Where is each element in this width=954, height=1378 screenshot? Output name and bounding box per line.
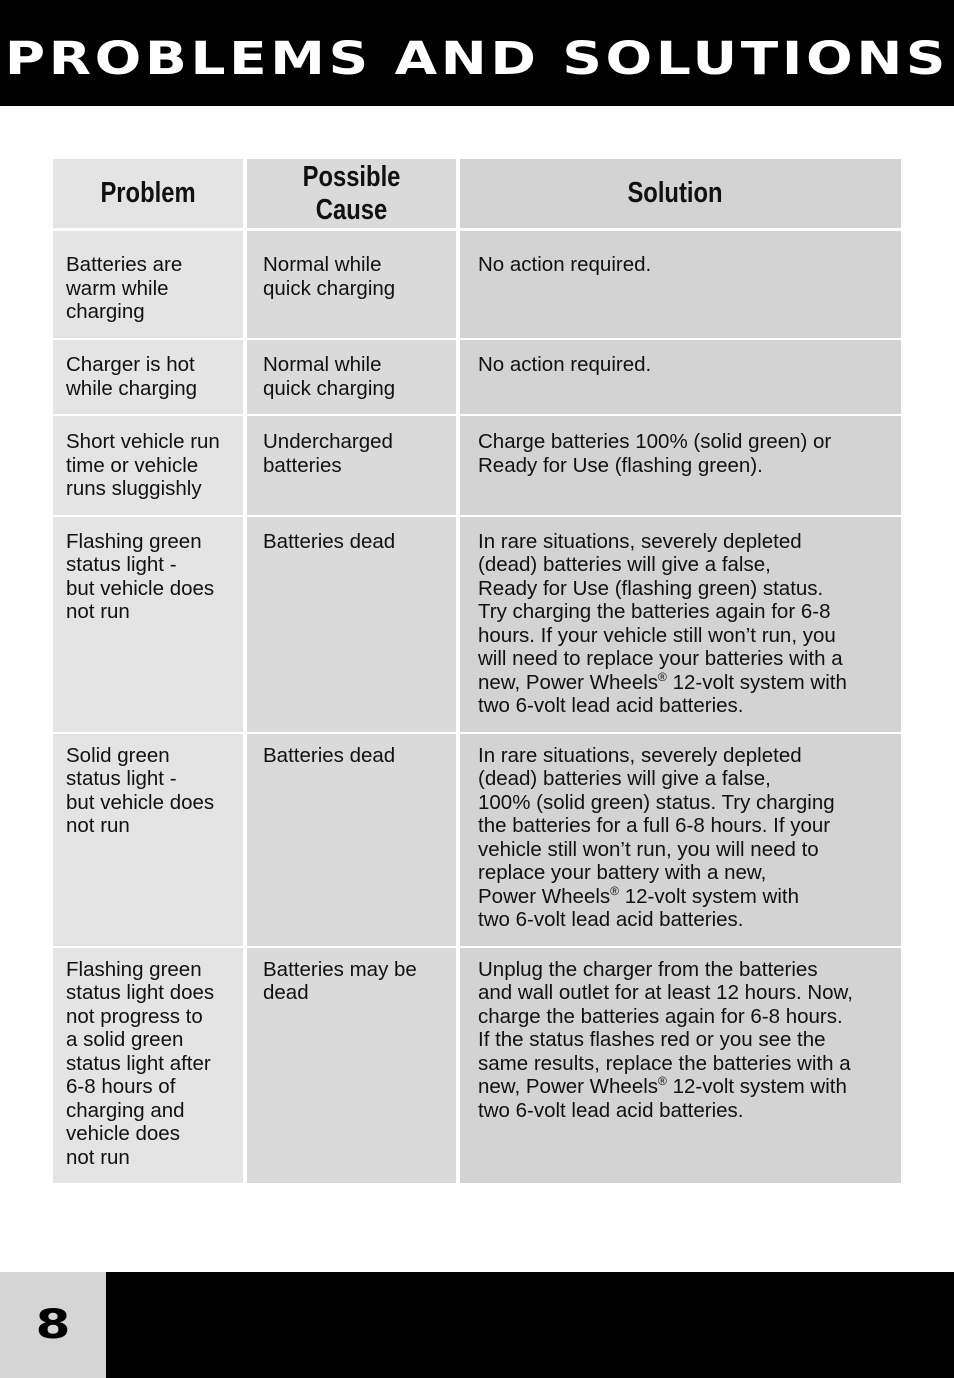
table-row [53,517,901,734]
table-header-row [53,159,901,231]
solution-cell [460,734,901,948]
solution-text: 12-volt system with two 6-volt lead acid batteries. [478,884,800,931]
problem-cell: Flashing green status light - but vehicle does not run [53,517,247,734]
solution-cell: No action required. [460,340,901,416]
solution-cell: No action required. [460,231,901,340]
cause-cell: Normal while quick charging [247,231,460,340]
table-row [53,416,901,517]
table-row [53,340,901,416]
registered-mark: ® [658,1074,667,1088]
cause-cell: Batteries dead [247,734,460,948]
table-row [53,734,901,948]
cause-cell: Batteries dead [247,517,460,734]
solution-text: 12-volt system with two 6-volt lead acid batteries. [478,670,847,717]
cause-cell: Batteries may be dead [247,948,460,1184]
cause-cell: Normal while quick charging [247,340,460,416]
solution-text: In rare situations, severely depleted (dead) batteries will give a false, 100% (solid green) status. Try charging the batteries for a full 6-8 hours. If your vehicle still won’t run, you will need to replace your battery with a new, Power Wheels [478,743,835,908]
column-header-possible-cause: Possible Cause [247,159,460,231]
cause-cell: Undercharged batteries [247,416,460,517]
table-row [53,231,901,340]
solution-cell [460,517,901,734]
solution-text: 12-volt system with two 6-volt lead acid batteries. [478,1075,847,1122]
problem-cell: Flashing green status light does not progress to a solid green status light after 6-8 hours of charging and vehicle does not run [53,948,247,1184]
column-header-problem: Problem [53,159,247,231]
solution-text: Unplug the charger from the batteries and wall outlet for at least 12 hours. Now, charge the batteries again for 6-8 hours. If the status flashes red or you see the same results, replace the batteries with a new, Power Wheels [478,957,853,1098]
problems-solutions-table [53,159,901,1183]
problem-cell: Batteries are warm while charging [53,231,247,340]
footer-bar [106,1272,954,1378]
column-header-solution: Solution [460,159,901,231]
problem-cell: Solid green status light - but vehicle does not run [53,734,247,948]
solution-text: In rare situations, severely depleted (dead) batteries will give a false, Ready for Use (flashing green) status. Try charging the batteries again for 6-8 hours. If your vehicle still won’t run, you will need to replace your batteries with a new, Power Wheels [478,529,843,694]
problem-cell: Charger is hot while charging [53,340,247,416]
registered-mark: ® [610,883,620,898]
solution-cell: Charge batteries 100% (solid green) or Ready for Use (flashing green). [460,416,901,517]
page-title: PROBLEMS AND SOLUTIONS [4,32,950,85]
registered-mark: ® [658,669,667,684]
problem-cell: Short vehicle run time or vehicle runs sluggishly [53,416,247,517]
page-number: 8 [35,1302,71,1348]
solution-cell [460,948,901,1184]
table-row [53,948,901,1184]
